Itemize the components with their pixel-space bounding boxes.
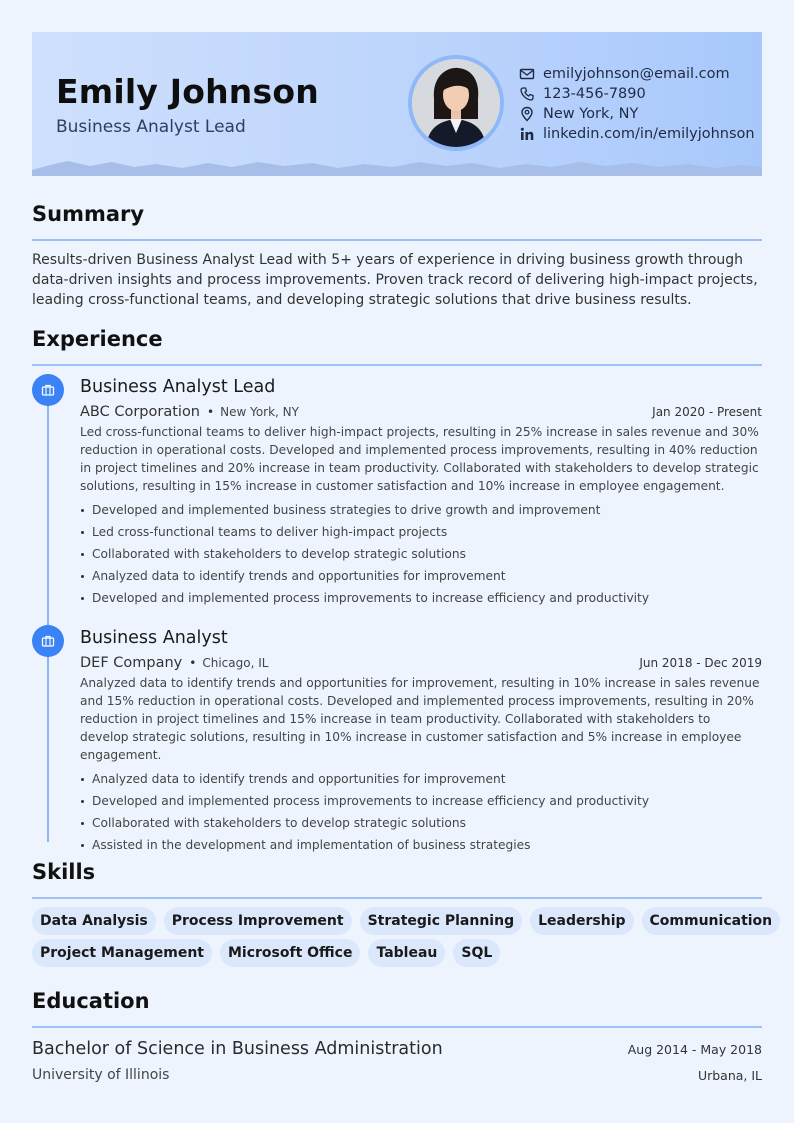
resume-header bbox=[32, 32, 762, 176]
experience-item bbox=[80, 625, 762, 856]
education-heading: Education bbox=[32, 989, 150, 1013]
job-title: Business Analyst bbox=[80, 628, 228, 648]
candidate-name: Emily Johnson bbox=[56, 72, 319, 111]
list-item: Led cross-functional teams to deliver high-impact projects bbox=[80, 521, 762, 543]
list-item: Developed and implemented business strategies to drive growth and improvement bbox=[80, 499, 762, 521]
profile-photo bbox=[408, 55, 504, 151]
contact-location bbox=[519, 104, 755, 124]
list-item: Developed and implemented process improvements to increase efficiency and productivity bbox=[80, 790, 762, 812]
job-dates: Jan 2020 - Present bbox=[652, 405, 762, 419]
job-location: Chicago, IL bbox=[202, 656, 269, 670]
job-bullets bbox=[80, 768, 762, 856]
job-location: New York, NY bbox=[220, 405, 299, 419]
header-mountain-decoration bbox=[32, 156, 762, 176]
job-description: Analyzed data to identify trends and opportunities for improvement, resulting in 10% increase in sales revenue and 15% reduction in operational costs. Developed and implemented process improvements, resulting in 20% reduction in project timelines and 15% increase in team productivity. Collaborated with stakeholders to develop strategic solutions, resulting in 10% increase in customer satisfaction and 5% increase in employee engagement. bbox=[80, 676, 760, 762]
skill-chip: Project Management bbox=[32, 939, 212, 967]
skill-chip: Communication bbox=[642, 907, 781, 935]
skill-chip: Leadership bbox=[530, 907, 633, 935]
skill-row bbox=[32, 907, 773, 935]
summary-text: Results-driven Business Analyst Lead with 5+ years of experience in driving business growth through data-driven insights and process improvements. Proven track record of delivering high-impact projects, leading cross-functional teams, and developing strategic solutions that drive business results. bbox=[32, 252, 758, 308]
skill-row bbox=[32, 939, 762, 967]
contact-list bbox=[519, 64, 755, 144]
envelope-icon bbox=[519, 66, 535, 82]
education-degree: Bachelor of Science in Business Administration bbox=[32, 1039, 443, 1059]
separator-dot: • bbox=[189, 656, 197, 670]
contact-linkedin[interactable] bbox=[519, 124, 755, 144]
job-company: ABC Corporation bbox=[80, 404, 201, 420]
contact-phone[interactable] bbox=[519, 84, 755, 104]
skill-chip: Microsoft Office bbox=[220, 939, 360, 967]
experience-item bbox=[80, 374, 762, 609]
job-company: DEF Company bbox=[80, 655, 183, 671]
job-meta bbox=[80, 400, 762, 422]
contact-linkedin-text: linkedin.com/in/emilyjohnson bbox=[543, 126, 755, 142]
skills-list bbox=[32, 907, 773, 971]
job-title: Business Analyst Lead bbox=[80, 377, 276, 397]
list-item: Assisted in the development and implementation of business strategies bbox=[80, 834, 762, 856]
contact-location-text: New York, NY bbox=[543, 106, 639, 122]
list-item: Analyzed data to identify trends and opportunities for improvement bbox=[80, 565, 762, 587]
briefcase-icon bbox=[32, 374, 64, 406]
list-item: Analyzed data to identify trends and opportunities for improvement bbox=[80, 768, 762, 790]
job-meta bbox=[80, 651, 762, 673]
skill-chip: Tableau bbox=[368, 939, 445, 967]
skill-chip: Strategic Planning bbox=[360, 907, 523, 935]
education-school: University of Illinois bbox=[32, 1067, 170, 1083]
skill-chip: Data Analysis bbox=[32, 907, 156, 935]
list-item: Collaborated with stakeholders to develop strategic solutions bbox=[80, 812, 762, 834]
linkedin-icon bbox=[519, 126, 535, 142]
separator-dot: • bbox=[207, 405, 215, 419]
briefcase-icon bbox=[32, 625, 64, 657]
job-bullets bbox=[80, 499, 762, 609]
education-divider bbox=[32, 1026, 762, 1028]
job-description: Led cross-functional teams to deliver high-impact projects, resulting in 25% increase in sales revenue and 30% reduction in operational costs. Developed and implemented process improvements, resulting in 40% reduction in project timelines and 20% increase in team productivity. Collaborated with stakeholders to develop strategic solutions, resulting in 15% increase in customer satisfaction and 10% increase in employee engagement. bbox=[80, 425, 759, 493]
summary-divider bbox=[32, 239, 762, 241]
summary-heading: Summary bbox=[32, 202, 145, 226]
experience-heading: Experience bbox=[32, 327, 163, 351]
contact-email-text: emilyjohnson@email.com bbox=[543, 66, 730, 82]
skills-heading: Skills bbox=[32, 860, 96, 884]
education-location: Urbana, IL bbox=[697, 1068, 762, 1083]
list-item: Collaborated with stakeholders to develop strategic solutions bbox=[80, 543, 762, 565]
candidate-title: Business Analyst Lead bbox=[56, 117, 246, 137]
job-company-line bbox=[80, 651, 268, 674]
skills-divider bbox=[32, 897, 762, 899]
skill-chip: SQL bbox=[453, 939, 500, 967]
phone-icon bbox=[519, 86, 535, 102]
contact-phone-text: 123-456-7890 bbox=[543, 86, 646, 102]
skill-chip: Process Improvement bbox=[164, 907, 352, 935]
job-dates: Jun 2018 - Dec 2019 bbox=[639, 656, 762, 670]
contact-email[interactable] bbox=[519, 64, 755, 84]
map-pin-icon bbox=[519, 106, 535, 122]
list-item: Developed and implemented process improvements to increase efficiency and productivity bbox=[80, 587, 762, 609]
experience-divider bbox=[32, 364, 762, 366]
education-dates: Aug 2014 - May 2018 bbox=[627, 1042, 762, 1057]
timeline-line bbox=[47, 390, 49, 842]
job-company-line bbox=[80, 400, 299, 423]
